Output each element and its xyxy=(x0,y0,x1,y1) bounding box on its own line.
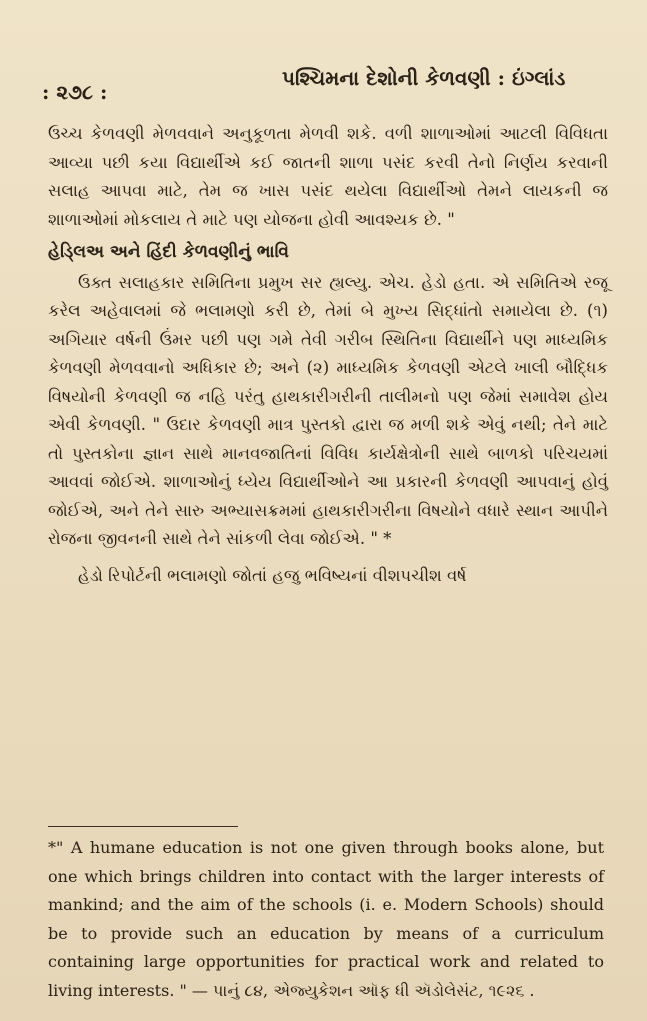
footnote: *" A humane education is not one given through books alone, but one which brings children into contact with the larger interests of mankind; and the aim of the schools (i. e. Modern Schools) should be to provide such an education by means of a curriculum containing large opportunities for practical work and related to living interests. " — પાનું ૮૪, એજ્યુકેશન ઑફ ધી ઍડોલેસંટ, ૧૯૨૬ . xyxy=(48,838,604,1000)
paragraph: ઉચ્ચ કેળવણી મેળવવાને અનુકૂળતા મેળવી શકે. વળી શાળાઓમાં આટલી વિવિધતા આવ્યા પછી કયા વિદ્યાર્થીએ કઈ જાતની શાળા પસંદ કરવી તેનો નિર્ણય કરવાની સલાહ આપવા માટે, તેમ જ ખાસ પસંદ થયેલા વિદ્યાર્થીઓ તેમને લાયકની જ શાળાઓમાં મોકલાય તે માટે પણ યોજના હોવી આવશ્યક છે. " xyxy=(48,124,608,229)
running-title: પશ્ચિમના દેશોની કેળવણી : ઇંગ્લાંડ xyxy=(282,66,566,90)
paragraph-continued: હેડો રિપોર્ટની ભલામણો જોતાં હજુ ભવિષ્યનાં વીશપચીશ વર્ષ xyxy=(78,565,467,585)
footnote-divider xyxy=(48,826,238,827)
section-heading: હેડ્લિઅ અને હિંદી કેળવણીનું ભાવિ xyxy=(48,242,290,262)
paragraph: ઉક્ત સલાહકાર સમિતિના પ્રમુખ સર હ્યલ્યુ. એચ. હેડો હતા. એ સમિતિએ રજૂ કરેલ અહેવાલમાં જે ભલામણો કરી છે, તેમાં બે મુખ્ય સિદ્ધાંતો સમાયેલા છે. (૧) અગિયાર વર્ષની ઉંમર પછી પણ ગમે તેવી ગરીબ સ્થિતિના વિદ્યાર્થીને પણ માધ્યમિક કેળવણી મેળવવાનો અધિકાર છે; અને (૨) માધ્યમિક કેળવણી એટલે ખાલી બૌદ્ધિક વિષયોની કેળવણી જ નહિ પરંતુ હાથકારીગરીની તાલીમનો પણ જેમાં સમાવેશ હોય એવી કેળવણી. " ઉદાર કેળવણી માત્ર પુસ્તકો દ્વારા જ મળી શકે એવું નથી; તેને માટે તો પુસ્તકોના જ્ઞાન સાથે માનવજાતિનાં વિવિધ કાર્યક્ષેત્રોની સાથે બાળકો પરિચયમાં આવવાં જોઈએ. શાળાઓનું ધ્યેય વિદ્યાર્થીઓને આ પ્રકારની કેળવણી આપવાનું હોવું જોઈએ, અને તેને સારુ અભ્યાસક્રમમાં હાથકારીગરીના વિષયોને વધારે સ્થાન આપીને રોજના જીવનની સાથે તેને સાંકળી લેવા જોઈએ. " * xyxy=(48,272,608,548)
page-number: : ૨૭૮ : xyxy=(42,80,108,104)
page-header xyxy=(42,66,597,102)
body-text xyxy=(48,120,608,590)
